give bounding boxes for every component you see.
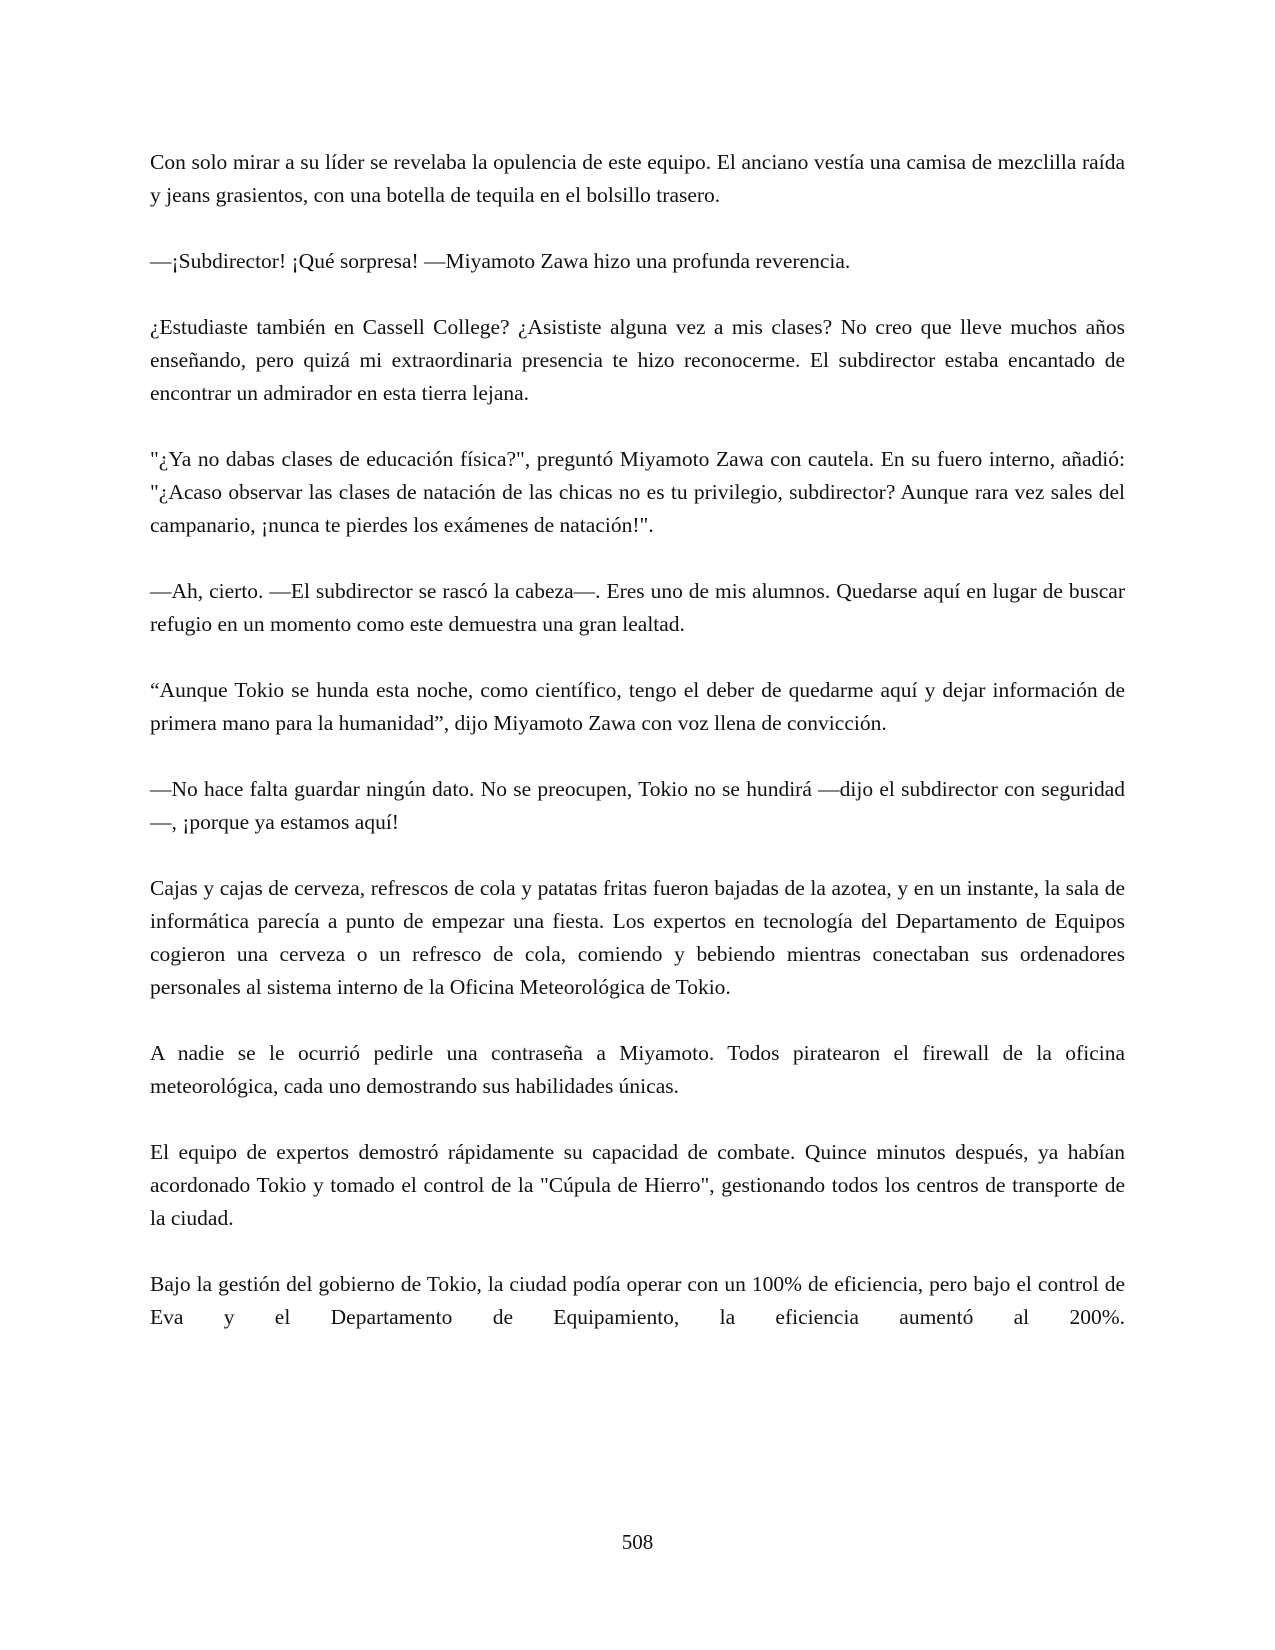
- page-number: 508: [621, 1530, 654, 1554]
- body-text: [150, 146, 1125, 1367]
- paragraph-5: —Ah, cierto. —El subdirector se rascó la cabeza—. Eres uno de mis alumnos. Quedarse aquí en lugar de buscar refugio en un momento como este demuestra una gran lealtad.: [150, 579, 1125, 636]
- paragraph-3: ¿Estudiaste también en Cassell College? ¿Asististe alguna vez a mis clases? No creo que lleve muchos años enseñando, pero quizá mi extraordinaria presencia te hizo reconocerme. El subdirector estaba encantado de encontrar un admirador en esta tierra lejana.: [150, 315, 1125, 405]
- paragraph-10: El equipo de expertos demostró rápidamente su capacidad de combate. Quince minutos después, ya habían acordonado Tokio y tomado el control de la "Cúpula de Hierro", gestionando todos los centros de transporte de la ciudad.: [150, 1140, 1125, 1230]
- paragraph-9: A nadie se le ocurrió pedirle una contraseña a Miyamoto. Todos piratearon el firewall de la oficina meteorológica, cada uno demostrando sus habilidades únicas.: [150, 1041, 1125, 1098]
- paragraph-8: Cajas y cajas de cerveza, refrescos de cola y patatas fritas fueron bajadas de la azotea, y en un instante, la sala de informática parecía a punto de empezar una fiesta. Los expertos en tecnología del Departamento de Equipos cogieron una cerveza o un refresco de cola, comiendo y bebiendo mientras conectaban sus ordenadores personales al sistema interno de la Oficina Meteorológica de Tokio.: [150, 876, 1125, 999]
- paragraph-4: "¿Ya no dabas clases de educación física?", preguntó Miyamoto Zawa con cautela. En su fuero interno, añadió: "¿Acaso observar las clases de natación de las chicas no es tu privilegio, subdirector? Aunque rara vez sales del campanario, ¡nunca te pierdes los exámenes de natación!".: [150, 447, 1125, 537]
- paragraph-7: —No hace falta guardar ningún dato. No se preocupen, Tokio no se hundirá —dijo el subdirector con seguridad—, ¡porque ya estamos aquí!: [150, 777, 1125, 834]
- paragraph-1: Con solo mirar a su líder se revelaba la opulencia de este equipo. El anciano vestía una camisa de mezclilla raída y jeans grasientos, con una botella de tequila en el bolsillo trasero.: [150, 150, 1125, 207]
- paragraph-11: Bajo la gestión del gobierno de Tokio, la ciudad podía operar con un 100% de eficiencia, pero bajo el control de Eva y el Departamento de Equipamiento, la eficiencia aumentó al 200%.: [150, 1272, 1125, 1329]
- paragraph-2: —¡Subdirector! ¡Qué sorpresa! —Miyamoto Zawa hizo una profunda reverencia.: [150, 249, 851, 273]
- paragraph-6: “Aunque Tokio se hunda esta noche, como científico, tengo el deber de quedarme aquí y dejar información de primera mano para la humanidad”, dijo Miyamoto Zawa con voz llena de convicción.: [150, 678, 1125, 735]
